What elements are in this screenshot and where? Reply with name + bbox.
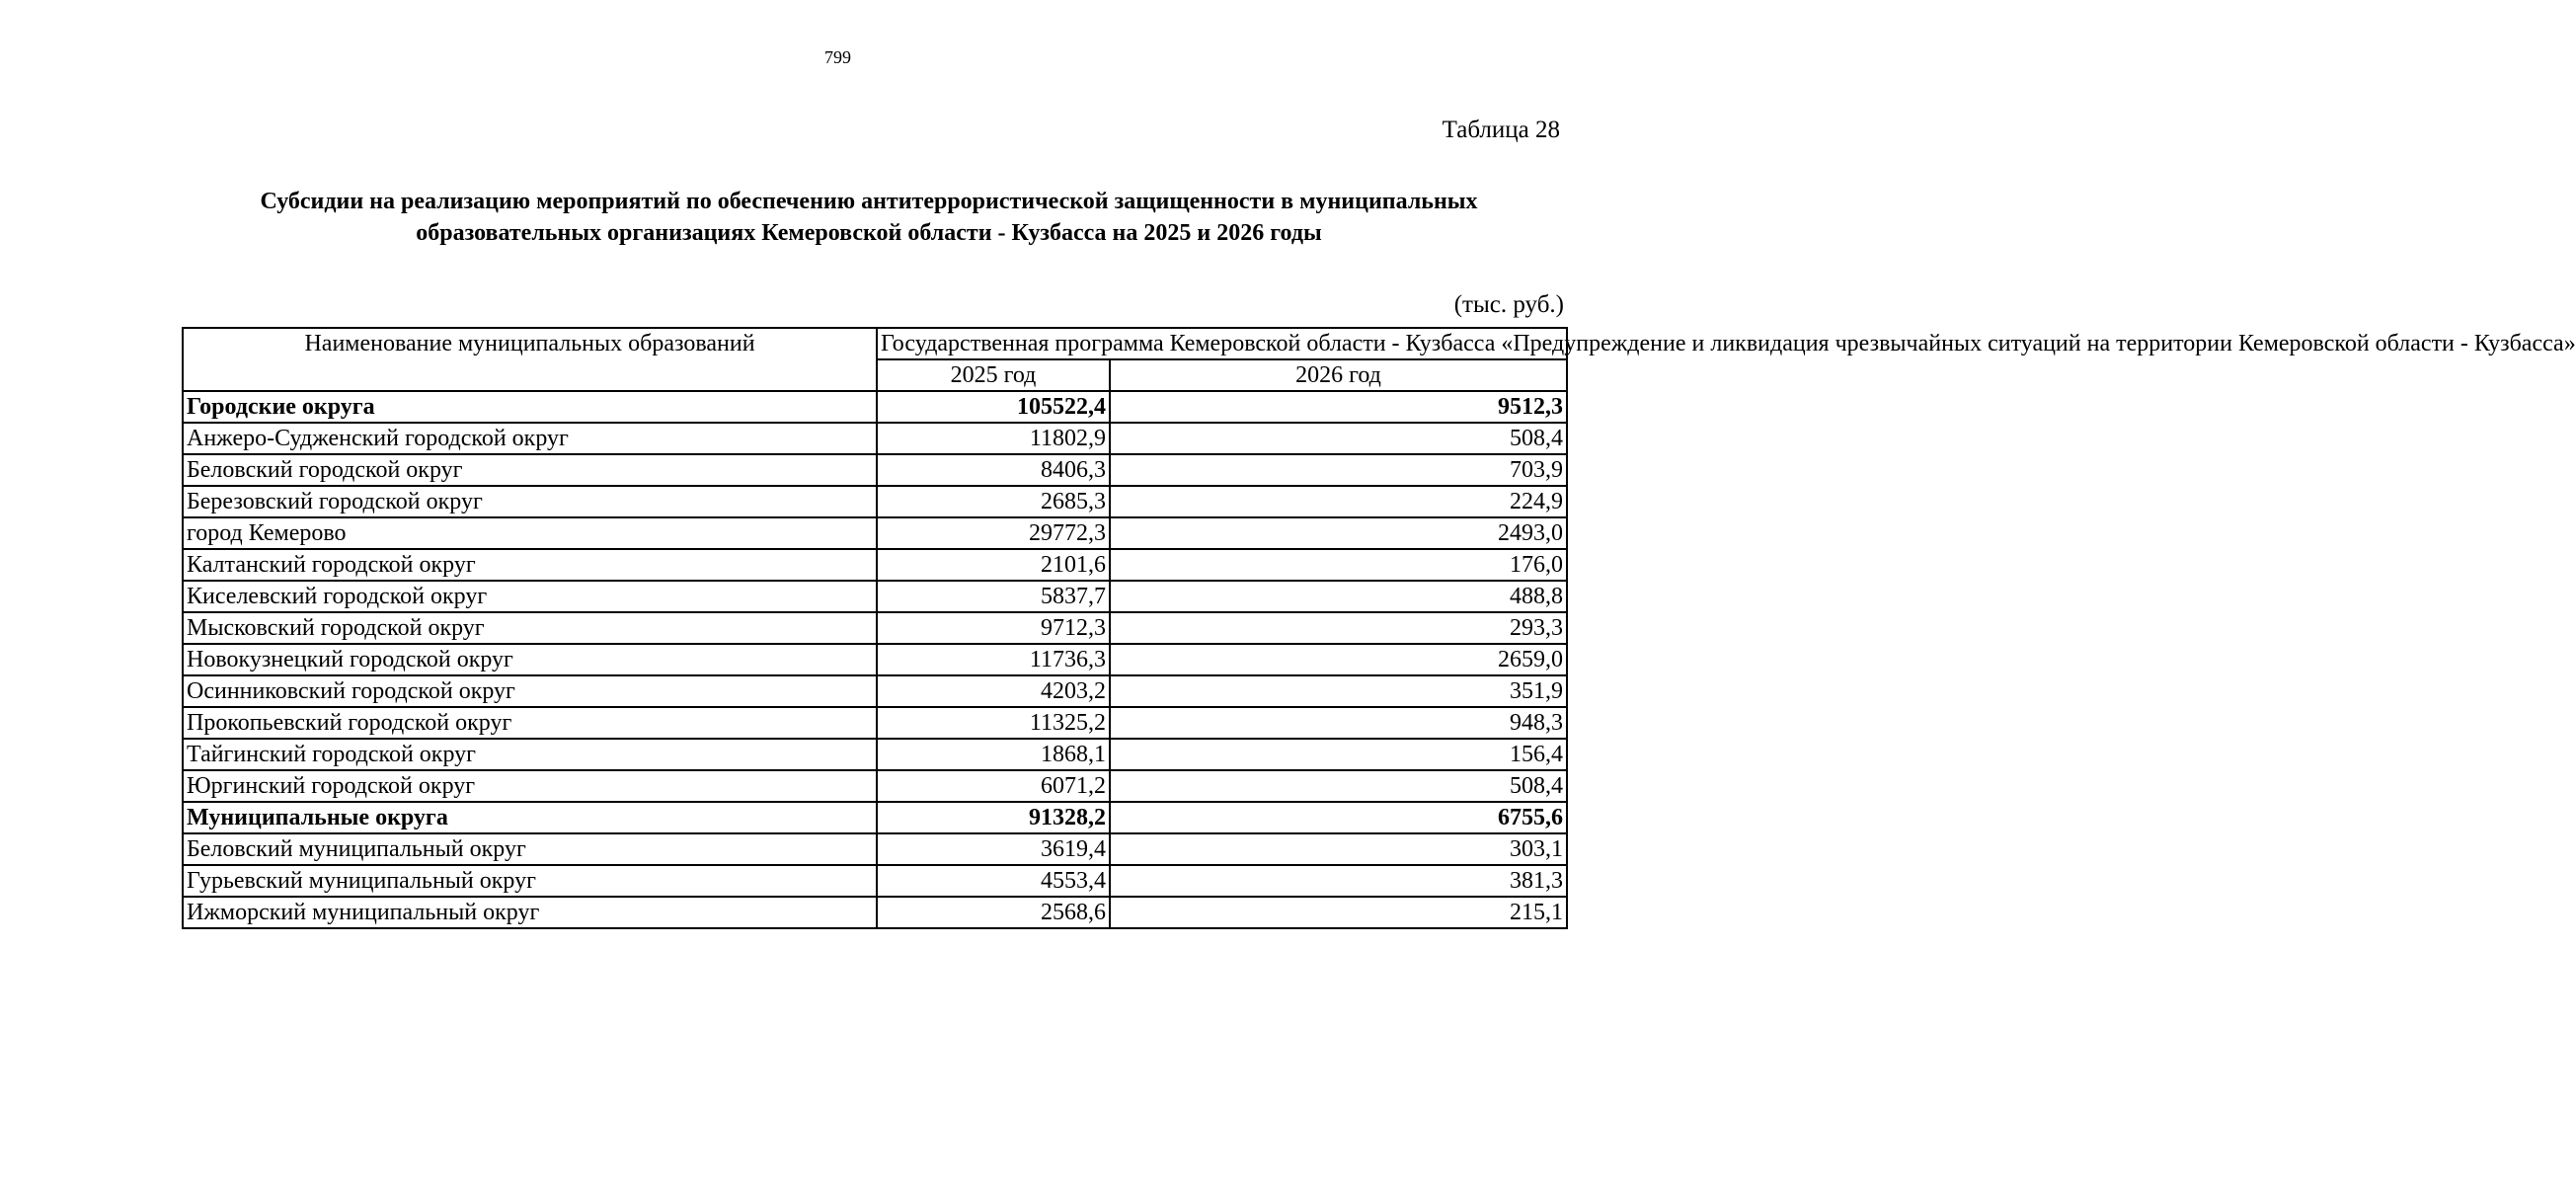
table-row bbox=[183, 612, 1567, 644]
document-title: Субсидии на реализацию мероприятий по обеспечению антитеррористической защищенности в муниципальных образовательных организациях Кемеровской области - Кузбасса на 2025 и 2026 годы bbox=[260, 189, 1478, 246]
table-row bbox=[183, 865, 1567, 897]
value-2026-cell: 176,0 bbox=[1110, 549, 1567, 581]
value-2026-cell: 215,1 bbox=[1110, 897, 1567, 928]
header-year-2026: 2026 год bbox=[1110, 359, 1567, 391]
municipality-name-cell: Березовский городской округ bbox=[183, 486, 877, 517]
table-group-row bbox=[183, 391, 1567, 423]
value-2026-cell: 6755,6 bbox=[1110, 802, 1567, 833]
value-2026-cell: 351,9 bbox=[1110, 675, 1567, 707]
municipality-name-cell: Городские округа bbox=[183, 391, 877, 423]
municipality-name-cell: Тайгинский городской округ bbox=[183, 739, 877, 770]
table-row bbox=[183, 517, 1567, 549]
header-municipality-name: Наименование муниципальных образований bbox=[183, 328, 877, 391]
value-2025-cell: 2568,6 bbox=[877, 897, 1110, 928]
value-2025-cell: 11802,9 bbox=[877, 423, 1110, 454]
municipality-name-cell: Осинниковский городской округ bbox=[183, 675, 877, 707]
municipality-name-cell: Прокопьевский городской округ bbox=[183, 707, 877, 739]
value-2025-cell: 11325,2 bbox=[877, 707, 1110, 739]
municipality-name-cell: Ижморский муниципальный округ bbox=[183, 897, 877, 928]
header-year-2025: 2025 год bbox=[877, 359, 1110, 391]
table-row bbox=[183, 833, 1567, 865]
value-2025-cell: 29772,3 bbox=[877, 517, 1110, 549]
table-row bbox=[183, 675, 1567, 707]
page-number: 799 bbox=[824, 47, 851, 67]
value-2025-cell: 9712,3 bbox=[877, 612, 1110, 644]
municipality-name-cell: город Кемерово bbox=[183, 517, 877, 549]
table-body bbox=[183, 391, 1567, 928]
value-2025-cell: 11736,3 bbox=[877, 644, 1110, 675]
municipality-name-cell: Беловский городской округ bbox=[183, 454, 877, 486]
municipality-name-cell: Юргинский городской округ bbox=[183, 770, 877, 802]
value-2025-cell: 105522,4 bbox=[877, 391, 1110, 423]
value-2026-cell: 508,4 bbox=[1110, 423, 1567, 454]
value-2026-cell: 948,3 bbox=[1110, 707, 1567, 739]
value-2025-cell: 2685,3 bbox=[877, 486, 1110, 517]
value-2025-cell: 5837,7 bbox=[877, 581, 1110, 612]
value-2026-cell: 488,8 bbox=[1110, 581, 1567, 612]
value-2026-cell: 508,4 bbox=[1110, 770, 1567, 802]
value-2026-cell: 2659,0 bbox=[1110, 644, 1567, 675]
value-2026-cell: 156,4 bbox=[1110, 739, 1567, 770]
table-group-row bbox=[183, 802, 1567, 833]
value-2025-cell: 6071,2 bbox=[877, 770, 1110, 802]
value-2026-cell: 293,3 bbox=[1110, 612, 1567, 644]
table-row bbox=[183, 770, 1567, 802]
subsidies-table bbox=[182, 327, 2576, 929]
value-2026-cell: 703,9 bbox=[1110, 454, 1567, 486]
municipality-name-cell: Киселевский городской округ bbox=[183, 581, 877, 612]
value-2025-cell: 8406,3 bbox=[877, 454, 1110, 486]
units-label: (тыс. руб.) bbox=[1453, 291, 1564, 318]
header-program: Государственная программа Кемеровской области - Кузбасса «Предупреждение и ликвидация чрезвычайных ситуаций на территории Кемеровской области - Кузбасса» bbox=[877, 328, 1567, 359]
table-row bbox=[183, 897, 1567, 928]
municipality-name-cell: Новокузнецкий городской округ bbox=[183, 644, 877, 675]
table-row bbox=[183, 549, 1567, 581]
table-label: Таблица 28 bbox=[1442, 117, 1560, 143]
table-row bbox=[183, 486, 1567, 517]
table-row bbox=[183, 644, 1567, 675]
value-2026-cell: 381,3 bbox=[1110, 865, 1567, 897]
municipality-name-cell: Муниципальные округа bbox=[183, 802, 877, 833]
municipality-name-cell: Гурьевский муниципальный округ bbox=[183, 865, 877, 897]
value-2025-cell: 2101,6 bbox=[877, 549, 1110, 581]
table-row bbox=[183, 454, 1567, 486]
table-row bbox=[183, 739, 1567, 770]
value-2025-cell: 91328,2 bbox=[877, 802, 1110, 833]
municipality-name-cell: Мысковский городской округ bbox=[183, 612, 877, 644]
table-row bbox=[183, 707, 1567, 739]
municipality-name-cell: Беловский муниципальный округ bbox=[183, 833, 877, 865]
value-2026-cell: 303,1 bbox=[1110, 833, 1567, 865]
value-2026-cell: 224,9 bbox=[1110, 486, 1567, 517]
value-2026-cell: 9512,3 bbox=[1110, 391, 1567, 423]
table-row bbox=[183, 423, 1567, 454]
municipality-name-cell: Калтанский городской округ bbox=[183, 549, 877, 581]
value-2026-cell: 2493,0 bbox=[1110, 517, 1567, 549]
table-row bbox=[183, 581, 1567, 612]
value-2025-cell: 4553,4 bbox=[877, 865, 1110, 897]
municipality-name-cell: Анжеро-Судженский городской округ bbox=[183, 423, 877, 454]
value-2025-cell: 1868,1 bbox=[877, 739, 1110, 770]
value-2025-cell: 4203,2 bbox=[877, 675, 1110, 707]
value-2025-cell: 3619,4 bbox=[877, 833, 1110, 865]
